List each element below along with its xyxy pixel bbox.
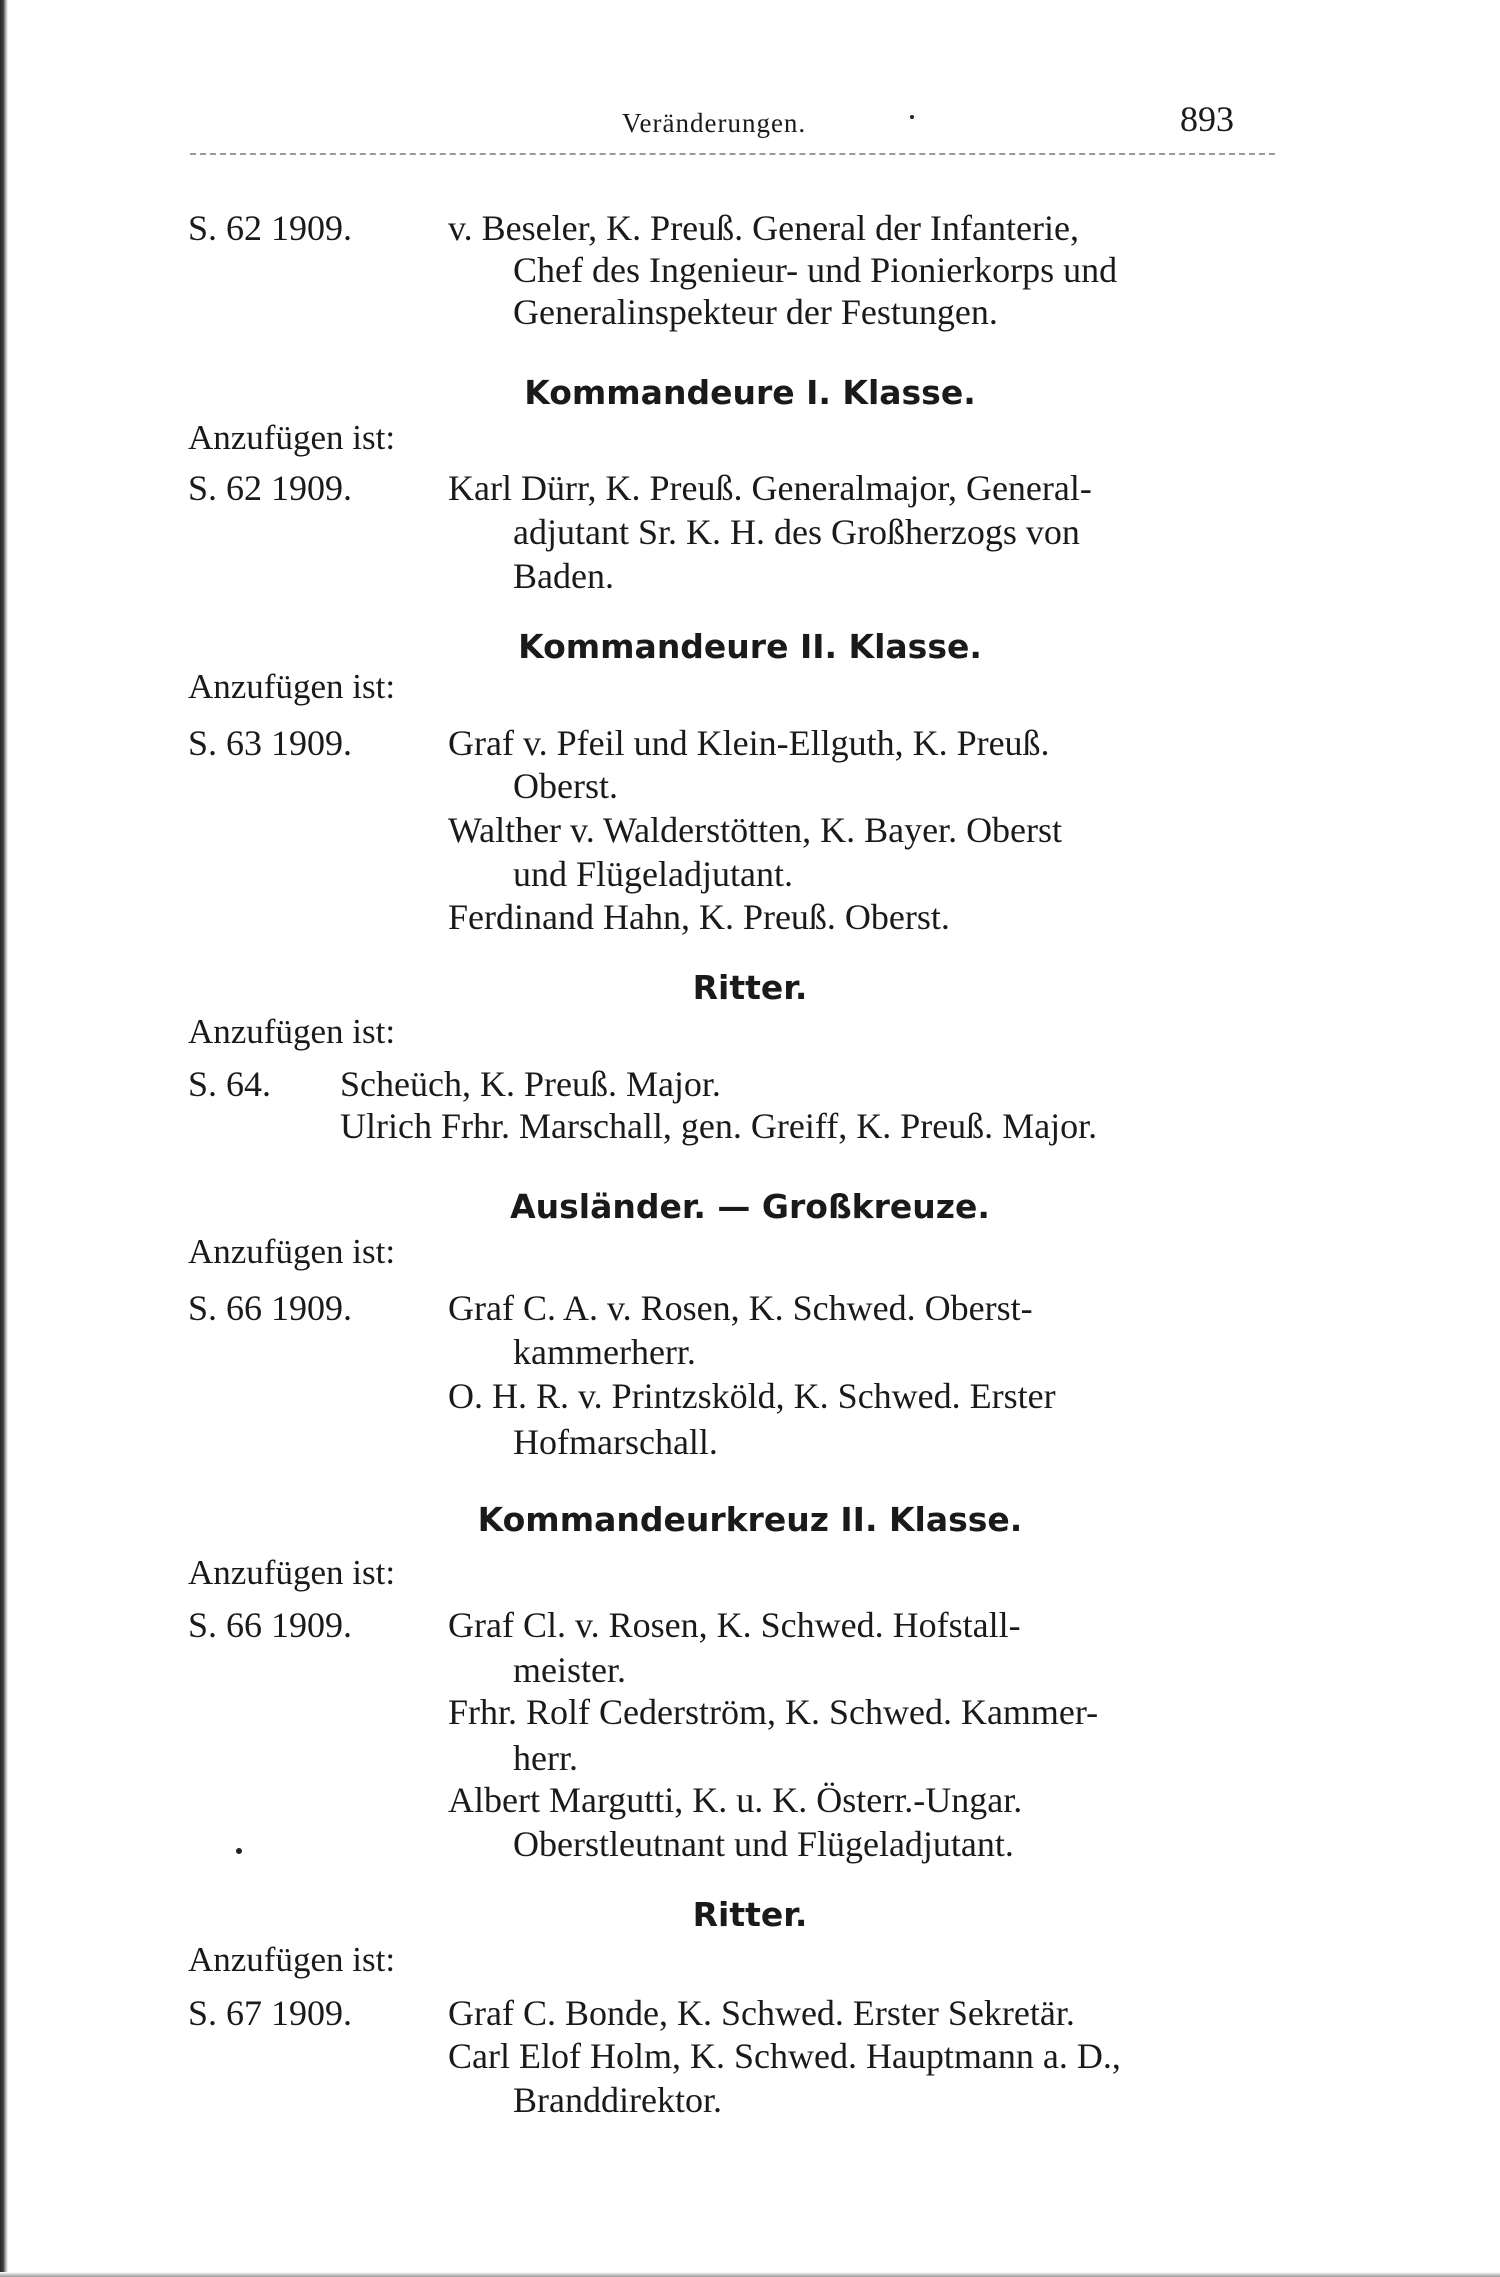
scan-edge-bottom <box>0 2272 1500 2277</box>
section-intro: Anzufügen ist: <box>188 1012 396 1051</box>
header-rule <box>190 153 1275 155</box>
section-heading: Kommandeure I. Klasse. <box>524 373 976 412</box>
page-number: 893 <box>1180 99 1234 139</box>
entry-line: herr. <box>513 1738 578 1778</box>
section-heading: Ritter. <box>692 1895 808 1934</box>
entry-line: Branddirektor. <box>513 2080 722 2120</box>
entry-line: Ulrich Frhr. Marschall, gen. Greiff, K. Preuß. Major. <box>340 1106 1098 1146</box>
entry-line: Scheüch, K. Preuß. Major. <box>340 1064 721 1104</box>
entry-line: Graf v. Pfeil und Klein-Ellguth, K. Preuß. <box>448 723 1050 763</box>
section-intro: Anzufügen ist: <box>188 1940 396 1979</box>
entry-line: meister. <box>513 1650 626 1690</box>
entry-reference: S. 67 1909. <box>188 1993 353 2033</box>
entry-reference: S. 62 1909. <box>188 468 353 508</box>
entry-reference: S. 62 1909. <box>188 208 353 248</box>
scan-speck <box>910 115 914 119</box>
entry-line: Hofmarschall. <box>513 1422 718 1462</box>
entry-line: und Flügeladjutant. <box>513 854 793 894</box>
entry-line: Oberst. <box>513 766 618 806</box>
entry-reference: S. 63 1909. <box>188 723 353 763</box>
entry-line: Graf C. Bonde, K. Schwed. Erster Sekretär. <box>448 1993 1075 2033</box>
section-heading: Ritter. <box>692 968 808 1007</box>
section-heading: Kommandeure II. Klasse. <box>518 627 982 666</box>
entry-line: kammerherr. <box>513 1332 696 1372</box>
entry-line: Ferdinand Hahn, K. Preuß. Oberst. <box>448 897 950 937</box>
section-intro: Anzufügen ist: <box>188 1232 396 1271</box>
entry-line: O. H. R. v. Printzsköld, K. Schwed. Erster <box>448 1376 1056 1416</box>
entry-line: Graf Cl. v. Rosen, K. Schwed. Hofstall- <box>448 1605 1021 1645</box>
running-head: Veränderungen. <box>622 108 807 138</box>
entry-line: Generalinspekteur der Festungen. <box>513 292 998 332</box>
section-heading: Ausländer. — Großkreuze. <box>510 1187 990 1226</box>
scan-speck <box>236 1848 242 1854</box>
entry-line: v. Beseler, K. Preuß. General der Infanterie, <box>448 208 1079 248</box>
section-intro: Anzufügen ist: <box>188 418 396 457</box>
entry-line: Carl Elof Holm, K. Schwed. Hauptmann a. D., <box>448 2036 1121 2076</box>
scan-edge-left <box>0 0 8 2277</box>
entry-line: Albert Margutti, K. u. K. Österr.-Ungar. <box>448 1780 1023 1820</box>
entry-line: Oberstleutnant und Flügeladjutant. <box>513 1824 1014 1864</box>
entry-reference: S. 64. <box>188 1064 272 1104</box>
section-intro: Anzufügen ist: <box>188 667 396 706</box>
entry-line: Baden. <box>513 556 614 596</box>
entry-reference: S. 66 1909. <box>188 1605 353 1645</box>
entry-line: Frhr. Rolf Cederström, K. Schwed. Kammer- <box>448 1692 1099 1732</box>
entry-line: Graf C. A. v. Rosen, K. Schwed. Oberst- <box>448 1288 1033 1328</box>
entry-line: adjutant Sr. K. H. des Großherzogs von <box>513 512 1080 552</box>
entry-line: Chef des Ingenieur- und Pionierkorps und <box>513 250 1118 290</box>
section-intro: Anzufügen ist: <box>188 1553 396 1592</box>
entry-line: Walther v. Walderstötten, K. Bayer. Oberst <box>448 810 1063 850</box>
entry-reference: S. 66 1909. <box>188 1288 353 1328</box>
entry-line: Karl Dürr, K. Preuß. Generalmajor, General- <box>448 468 1092 508</box>
section-heading: Kommandeurkreuz II. Klasse. <box>477 1500 1023 1539</box>
